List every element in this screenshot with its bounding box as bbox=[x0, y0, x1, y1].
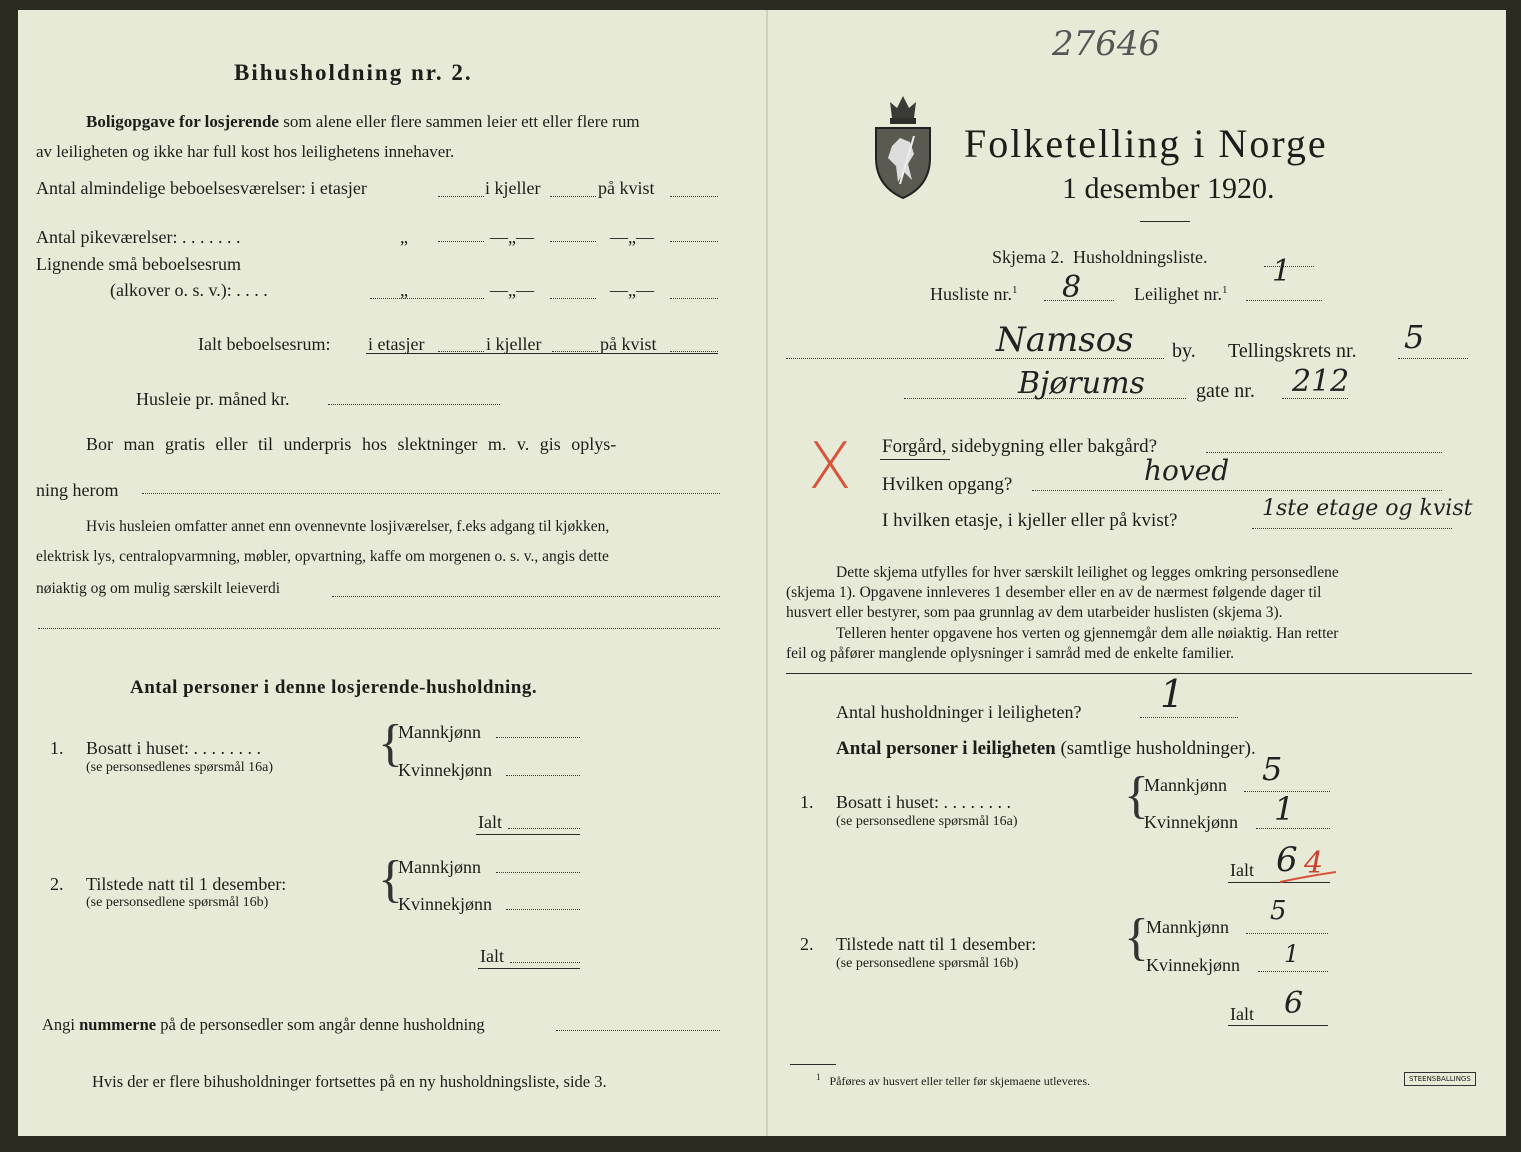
right-q2-male-label: Mannkjønn bbox=[1146, 917, 1229, 937]
right-q1-sub: (se personsedlene spørsmål 16a) bbox=[836, 814, 1018, 829]
instructions-1: Dette skjema utfylles for hver særskilt leilighet og legges omkring personsedlene bbox=[836, 564, 1339, 581]
similar-ditto-3: —„— bbox=[610, 280, 654, 300]
form-title: Folketelling i Norge bbox=[964, 121, 1328, 166]
left-q1-female-field[interactable] bbox=[506, 775, 580, 776]
left-q2-total-label: Ialt bbox=[480, 946, 504, 966]
right-q2-male-field[interactable] bbox=[1246, 933, 1328, 934]
pike-kjeller-field[interactable] bbox=[550, 241, 596, 242]
similar-label-2: (alkover o. s. v.): . . . . bbox=[110, 280, 268, 300]
footnote-text: Påføres av husvert eller teller før skjemaene utleveres. bbox=[829, 1074, 1091, 1088]
right-q2-label: Tilstede natt til 1 desember: bbox=[836, 934, 1037, 954]
left-q2-female-field[interactable] bbox=[506, 909, 580, 910]
printer-stamp: STEENSBALLINGS bbox=[1404, 1072, 1476, 1086]
etasje-label: I hvilken etasje, i kjeller eller på kvist? bbox=[882, 510, 1178, 531]
numbers-label-bold: nummerne bbox=[79, 1015, 157, 1034]
similar-etasjer-field[interactable] bbox=[370, 298, 484, 299]
intro-bold: Boligopgave for losjerende bbox=[86, 112, 279, 131]
total-etasjer-field[interactable] bbox=[438, 351, 484, 352]
right-q1-label: Bosatt i huset: . . . . . . . . bbox=[836, 792, 1011, 812]
right-q1-brace: { bbox=[1124, 767, 1149, 824]
left-q2-female-label: Kvinnekjønn bbox=[398, 894, 492, 914]
street-value: Bjørums bbox=[1018, 366, 1145, 401]
free-label-2: ning herom bbox=[36, 480, 119, 500]
bihusholdning-title: Bihusholdning nr. 2. bbox=[234, 60, 473, 85]
schema-label: Skjema 2. bbox=[992, 247, 1064, 267]
right-q2-female-field[interactable] bbox=[1258, 971, 1328, 972]
intro-line-1 bbox=[86, 112, 640, 132]
right-q1-male-value: 5 bbox=[1262, 750, 1283, 788]
rooms-kjeller-label: i kjeller bbox=[485, 178, 541, 198]
forgard-field[interactable] bbox=[1206, 452, 1442, 453]
husliste-label: Husliste nr.$^1$ bbox=[930, 284, 1018, 304]
forgard-underline bbox=[880, 459, 950, 460]
rooms-kvist-field[interactable] bbox=[670, 196, 718, 197]
left-q2-brace: { bbox=[378, 851, 403, 908]
households-value: 1 bbox=[1160, 672, 1185, 716]
left-q1-total-label: Ialt bbox=[478, 812, 502, 832]
right-q2-sub: (se personsedlene spørsmål 16b) bbox=[836, 956, 1019, 971]
leilighet-value: 1 bbox=[1272, 254, 1292, 289]
numbers-label-1: Angi bbox=[42, 1015, 75, 1034]
right-q2-total-label: Ialt bbox=[1230, 1004, 1254, 1024]
forgard-label: Forgård, sidebygning eller bakgård? bbox=[882, 436, 1158, 457]
instructions-5: feil og påfører manglende oplysninger i samråd med de enkelte familier. bbox=[786, 645, 1235, 662]
form-date: 1 desember 1920. bbox=[1062, 172, 1275, 205]
city-value: Namsos bbox=[996, 320, 1134, 360]
right-q1-female-label: Kvinnekjønn bbox=[1144, 812, 1238, 832]
opgang-value: hoved bbox=[1144, 454, 1230, 487]
rooms-label: Antal almindelige beboelsesværelser: i etasjer bbox=[36, 178, 367, 198]
footnote-number: 1 bbox=[816, 1072, 821, 1082]
left-q2-male-field[interactable] bbox=[496, 872, 580, 873]
left-q2-total-field[interactable] bbox=[510, 962, 580, 963]
schema-name: Husholdningsliste. bbox=[1073, 247, 1208, 267]
norway-coat-of-arms-icon bbox=[870, 88, 936, 200]
pike-ditto-2: —„— bbox=[490, 227, 534, 247]
left-q1-male-label: Mannkjønn bbox=[398, 722, 481, 742]
pike-etasjer-field[interactable] bbox=[438, 241, 484, 242]
total-kvist-field[interactable] bbox=[670, 351, 718, 352]
left-q1-brace: { bbox=[378, 715, 403, 772]
left-q1-total-field[interactable] bbox=[508, 828, 580, 829]
rent-note-field[interactable] bbox=[332, 596, 720, 597]
total-rooms-underline bbox=[366, 353, 718, 354]
right-q2-number: 2. bbox=[800, 934, 814, 954]
numbers-label-2: på de personsedler som angår denne husholdning bbox=[160, 1015, 485, 1034]
red-x-mark: X bbox=[808, 430, 852, 504]
pike-ditto-3: —„— bbox=[610, 227, 654, 247]
right-q1-total-label: Ialt bbox=[1230, 860, 1254, 880]
left-q1-male-field[interactable] bbox=[496, 737, 580, 738]
rent-label: Husleie pr. måned kr. bbox=[136, 389, 290, 409]
numbers-label bbox=[42, 1015, 485, 1035]
right-q2-brace: { bbox=[1124, 909, 1149, 966]
left-persons-heading: Antal personer i denne losjerende-husholdning. bbox=[130, 677, 538, 698]
total-kvist-label: på kvist bbox=[600, 334, 657, 354]
date-divider bbox=[1140, 221, 1190, 222]
right-persons-heading bbox=[836, 738, 1256, 760]
archive-number: 27646 bbox=[1052, 24, 1161, 64]
krets-label: Tellingskrets nr. bbox=[1228, 340, 1357, 362]
husliste-value: 8 bbox=[1062, 270, 1082, 305]
right-q1-total-value: 6 bbox=[1276, 840, 1298, 880]
left-q1-label: Bosatt i huset: . . . . . . . . bbox=[86, 738, 261, 758]
numbers-field[interactable] bbox=[556, 1030, 720, 1031]
left-q1-number: 1. bbox=[50, 738, 64, 758]
instructions-3: husvert eller bestyrer, som paa grunnlag av dem utarbeider huslisten (skjema 3). bbox=[786, 604, 1283, 621]
rent-note-field-2[interactable] bbox=[38, 628, 720, 629]
similar-kjeller-field[interactable] bbox=[550, 298, 596, 299]
total-etasjer-label: i etasjer bbox=[368, 334, 425, 354]
intro-rest-1: som alene eller flere sammen leier ett eller flere rum bbox=[283, 112, 640, 131]
right-q1-number: 1. bbox=[800, 792, 814, 812]
free-field[interactable] bbox=[142, 493, 720, 494]
krets-value: 5 bbox=[1404, 318, 1425, 356]
right-persons-heading-bold: Antal personer i leiligheten bbox=[836, 738, 1056, 759]
rooms-etasjer-field[interactable] bbox=[438, 196, 484, 197]
right-q2-female-value: 1 bbox=[1284, 940, 1300, 968]
instructions-4: Telleren henter opgavene hos verten og gjennemgår dem alle nøiaktig. Han retter bbox=[836, 625, 1339, 642]
right-persons-heading-rest: (samtlige husholdninger). bbox=[1060, 738, 1256, 759]
right-q2-female-label: Kvinnekjønn bbox=[1146, 955, 1240, 975]
gate-value: 212 bbox=[1292, 364, 1350, 399]
pike-label: Antal pikeværelser: . . . . . . . bbox=[36, 227, 241, 247]
gate-label: gate nr. bbox=[1196, 380, 1255, 402]
leilighet-label: Leilighet nr.$^1$ bbox=[1134, 284, 1228, 304]
left-q2-total-underline bbox=[478, 968, 580, 969]
right-q1-total-struck: 4 bbox=[1304, 846, 1324, 881]
instructions-divider bbox=[786, 673, 1472, 674]
opgang-label: Hvilken opgang? bbox=[882, 474, 1013, 495]
right-q2-total-value: 6 bbox=[1284, 986, 1304, 1021]
left-q1-total-underline bbox=[476, 834, 580, 835]
etasje-value: 1ste etage og kvist bbox=[1262, 496, 1473, 521]
left-q1-female-label: Kvinnekjønn bbox=[398, 760, 492, 780]
right-q1-female-field[interactable] bbox=[1256, 828, 1330, 829]
right-q1-red-strike-icon bbox=[1278, 868, 1338, 888]
krets-field[interactable] bbox=[1398, 358, 1468, 359]
left-footer: Hvis der er flere bihusholdninger fortsettes på en ny husholdningsliste, side 3. bbox=[92, 1072, 607, 1091]
etasje-field[interactable] bbox=[1252, 528, 1452, 529]
by-label: by. bbox=[1172, 340, 1196, 362]
rent-note-2: elektrisk lys, centralopvarmning, møbler, opvartning, kaffe om morgenen o. s. v., angis dette bbox=[36, 548, 609, 565]
page-fold bbox=[766, 10, 768, 1136]
free-label-1: Bor man gratis eller til underpris hos slektninger m. v. gis oplys- bbox=[86, 434, 617, 454]
opgang-field[interactable] bbox=[1032, 490, 1442, 491]
footnote-divider bbox=[790, 1064, 836, 1065]
right-q2-total-underline bbox=[1228, 1025, 1328, 1026]
total-kjeller-label: i kjeller bbox=[486, 334, 542, 354]
total-rooms-label: Ialt beboelsesrum: bbox=[198, 334, 331, 354]
left-q2-male-label: Mannkjønn bbox=[398, 857, 481, 877]
pike-ditto-1: „ bbox=[400, 227, 408, 247]
pike-kvist-field[interactable] bbox=[670, 241, 718, 242]
schema-line bbox=[992, 247, 1208, 268]
rooms-kjeller-field[interactable] bbox=[550, 196, 596, 197]
left-q2-sub: (se personsedlene spørsmål 16b) bbox=[86, 895, 269, 910]
households-field[interactable] bbox=[1140, 717, 1238, 718]
similar-kvist-field[interactable] bbox=[670, 298, 718, 299]
rent-field[interactable] bbox=[328, 404, 500, 405]
similar-label-1: Lignende små beboelsesrum bbox=[36, 254, 241, 274]
left-q2-label: Tilstede natt til 1 desember: bbox=[86, 874, 287, 894]
similar-ditto-2: —„— bbox=[490, 280, 534, 300]
instructions-2: (skjema 1). Opgavene innleveres 1 desember eller en av de nærmest følgende dager til bbox=[786, 584, 1322, 601]
left-q1-sub: (se personsedlenes spørsmål 16a) bbox=[86, 760, 274, 775]
rooms-kvist-label: på kvist bbox=[598, 178, 655, 198]
left-q2-number: 2. bbox=[50, 874, 64, 894]
similar-ditto-1: „ bbox=[400, 280, 408, 300]
total-kjeller-field[interactable] bbox=[552, 351, 598, 352]
rent-note-3: nøiaktig og om mulig særskilt leieverdi bbox=[36, 580, 281, 597]
leilighet-field[interactable] bbox=[1246, 300, 1322, 301]
right-q1-male-label: Mannkjønn bbox=[1144, 775, 1227, 795]
footnote bbox=[816, 1072, 1090, 1089]
intro-line-2: av leiligheten og ikke har full kost hos leilighetens innehaver. bbox=[36, 142, 455, 161]
rent-note-1: Hvis husleien omfatter annet enn ovennevnte losjiværelser, f.eks adgang til kjøkken, bbox=[86, 518, 610, 535]
households-label: Antal husholdninger i leiligheten? bbox=[836, 702, 1082, 722]
right-q2-male-value: 5 bbox=[1270, 896, 1287, 926]
right-q1-female-value: 1 bbox=[1274, 790, 1295, 828]
